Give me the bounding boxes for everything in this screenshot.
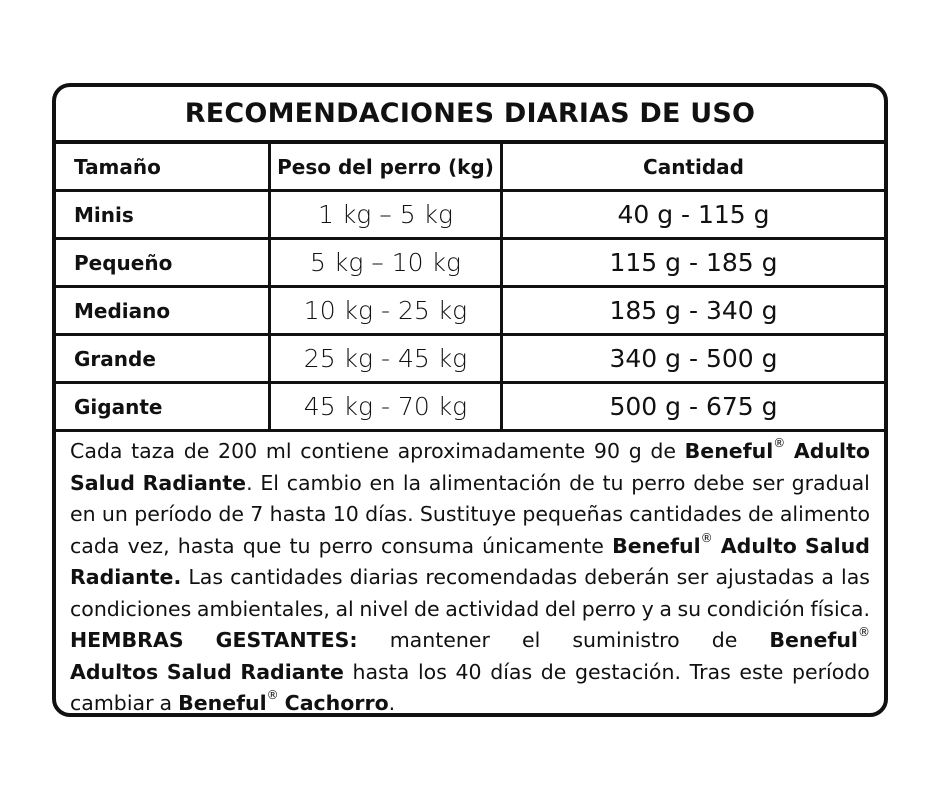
text: de bbox=[650, 439, 676, 463]
text: únicamente bbox=[482, 533, 604, 558]
text: ser bbox=[752, 470, 784, 495]
word bbox=[143, 468, 253, 500]
word bbox=[629, 499, 741, 531]
text: de bbox=[747, 502, 774, 526]
word bbox=[582, 594, 636, 626]
word bbox=[369, 468, 395, 500]
text: 10 bbox=[332, 502, 359, 526]
word bbox=[572, 625, 679, 657]
word bbox=[594, 436, 620, 468]
word bbox=[569, 468, 595, 500]
text: de bbox=[183, 439, 210, 463]
bold-text: Radiante bbox=[240, 659, 344, 684]
text: pequeñas bbox=[522, 502, 623, 526]
table-row bbox=[56, 287, 884, 335]
word bbox=[335, 594, 353, 626]
word bbox=[482, 531, 604, 563]
text: ml bbox=[265, 439, 292, 463]
text: deberán bbox=[584, 565, 670, 589]
word bbox=[629, 436, 642, 468]
word bbox=[70, 625, 184, 657]
amount-cell: 500 g - 675 g bbox=[502, 383, 885, 431]
text: actividad bbox=[445, 596, 540, 621]
word bbox=[70, 688, 154, 717]
size-cell: Grande bbox=[56, 335, 270, 383]
table-title: RECOMENDACIONES DIARIAS DE USO bbox=[56, 87, 884, 144]
text: las bbox=[841, 565, 870, 589]
word bbox=[287, 468, 362, 500]
text: período bbox=[134, 502, 213, 526]
text: 200 bbox=[218, 439, 258, 463]
text: diarias bbox=[349, 565, 419, 589]
text: alimentación bbox=[428, 470, 562, 495]
word bbox=[70, 594, 191, 626]
word bbox=[184, 436, 210, 468]
word bbox=[243, 531, 282, 563]
text: de bbox=[569, 470, 595, 495]
word bbox=[522, 499, 622, 531]
word bbox=[285, 688, 396, 717]
usage-recommendations-card bbox=[52, 83, 888, 717]
word bbox=[178, 531, 235, 563]
text: 90 bbox=[593, 439, 621, 463]
bold-text: Radiante. bbox=[70, 565, 182, 589]
word bbox=[805, 531, 870, 563]
text: del bbox=[544, 596, 577, 621]
word bbox=[131, 436, 175, 468]
text: de bbox=[540, 659, 567, 684]
amount-cell: 185 g - 340 g bbox=[502, 287, 885, 335]
bold-text: Cachorro bbox=[284, 691, 389, 715]
table-row bbox=[56, 383, 884, 431]
text: días. bbox=[365, 502, 414, 526]
text: perro bbox=[318, 533, 373, 558]
word bbox=[490, 657, 532, 689]
weight-cell: 45 kg - 70 kg bbox=[270, 383, 502, 431]
word bbox=[841, 562, 870, 594]
amount-cell: 40 g - 115 g bbox=[502, 191, 885, 239]
word bbox=[102, 499, 128, 531]
word bbox=[429, 468, 562, 500]
word bbox=[792, 657, 870, 689]
word bbox=[381, 531, 474, 563]
word bbox=[693, 468, 744, 500]
word bbox=[712, 625, 738, 657]
text: de bbox=[218, 502, 244, 526]
word bbox=[780, 499, 870, 531]
size-cell: Pequeño bbox=[56, 239, 270, 287]
word bbox=[748, 499, 774, 531]
text: perro bbox=[631, 470, 686, 495]
paragraph-line bbox=[70, 468, 870, 500]
bold-text: Beneful bbox=[612, 533, 701, 558]
word bbox=[218, 499, 244, 531]
weight-cell: 1 kg – 5 kg bbox=[270, 191, 502, 239]
word bbox=[739, 657, 783, 689]
bold-text: Radiante bbox=[142, 470, 247, 495]
word bbox=[197, 594, 330, 626]
word bbox=[70, 436, 122, 468]
bold-text: ® bbox=[700, 530, 713, 545]
word bbox=[250, 499, 263, 531]
word bbox=[612, 531, 713, 563]
word bbox=[134, 499, 212, 531]
bold-text: Adultos bbox=[70, 659, 159, 684]
text: condiciones bbox=[70, 596, 192, 621]
word bbox=[721, 531, 797, 563]
text: a bbox=[659, 596, 672, 621]
text: la bbox=[402, 470, 422, 495]
word bbox=[584, 562, 669, 594]
bold-text: HEMBRAS bbox=[70, 628, 184, 652]
word bbox=[403, 468, 421, 500]
paragraph-line bbox=[70, 531, 870, 563]
bold-text: ® bbox=[773, 436, 786, 450]
word bbox=[545, 594, 576, 626]
text: perro bbox=[581, 596, 636, 621]
text: . bbox=[388, 691, 396, 715]
weight-cell: 10 kg - 25 kg bbox=[270, 287, 502, 335]
word bbox=[70, 499, 96, 531]
word bbox=[792, 468, 870, 500]
word bbox=[70, 468, 135, 500]
word bbox=[333, 499, 359, 531]
word bbox=[810, 594, 870, 626]
header-size: Tamaño bbox=[56, 144, 270, 191]
text: que bbox=[242, 533, 282, 558]
word bbox=[398, 436, 586, 468]
bold-text: Salud bbox=[166, 659, 232, 684]
word bbox=[603, 468, 624, 500]
text: ajustadas bbox=[715, 565, 815, 589]
text: Tras bbox=[689, 659, 731, 684]
text: nivel bbox=[359, 596, 409, 621]
paragraph-line bbox=[70, 657, 870, 689]
word bbox=[575, 657, 681, 689]
bold-text: ® bbox=[266, 688, 279, 702]
word bbox=[425, 562, 577, 594]
word bbox=[414, 594, 440, 626]
text: mantener bbox=[389, 628, 490, 652]
paragraph-line bbox=[70, 688, 870, 717]
weight-cell: 25 kg - 45 kg bbox=[270, 335, 502, 383]
word bbox=[752, 468, 784, 500]
header-amount: Cantidad bbox=[502, 144, 885, 191]
text: taza bbox=[131, 439, 176, 463]
size-cell: Minis bbox=[56, 191, 270, 239]
text: suministro bbox=[572, 628, 680, 652]
word bbox=[677, 594, 701, 626]
word bbox=[420, 499, 516, 531]
text: Las bbox=[188, 565, 224, 589]
word bbox=[715, 562, 814, 594]
text: ambientales, bbox=[196, 596, 330, 621]
bold-text: ® bbox=[857, 625, 870, 639]
text: hasta bbox=[177, 533, 235, 558]
word bbox=[418, 657, 447, 689]
word bbox=[365, 499, 413, 531]
bold-text: Adulto bbox=[793, 439, 870, 463]
table-header-row bbox=[56, 144, 884, 191]
amount-cell: 115 g - 185 g bbox=[502, 239, 885, 287]
text: Sustituye bbox=[419, 502, 517, 526]
paragraph-line bbox=[70, 499, 870, 531]
word bbox=[522, 625, 540, 657]
paragraph-line bbox=[70, 436, 870, 468]
word bbox=[270, 499, 327, 531]
text: de bbox=[414, 596, 440, 621]
text: contiene bbox=[300, 439, 389, 463]
text: vez, bbox=[127, 533, 170, 558]
word bbox=[70, 657, 158, 689]
text: debe bbox=[693, 470, 745, 495]
word bbox=[650, 436, 676, 468]
word bbox=[178, 688, 279, 717]
text: un bbox=[101, 502, 128, 526]
paragraph-line bbox=[70, 562, 870, 594]
table-row bbox=[56, 239, 884, 287]
text: los bbox=[417, 659, 447, 684]
text: Cada bbox=[70, 439, 123, 463]
word bbox=[821, 562, 834, 594]
word bbox=[794, 436, 870, 468]
text: de bbox=[711, 628, 738, 652]
text: alimento bbox=[779, 502, 870, 526]
word bbox=[541, 657, 567, 689]
word bbox=[685, 436, 786, 468]
text: El bbox=[260, 470, 279, 495]
text: cantidades bbox=[230, 565, 343, 589]
word bbox=[319, 531, 373, 563]
word bbox=[167, 657, 232, 689]
text: período bbox=[792, 659, 870, 684]
text: . bbox=[246, 470, 253, 495]
text: cantidades bbox=[629, 502, 742, 526]
bold-text: Beneful bbox=[769, 628, 858, 652]
size-cell: Gigante bbox=[56, 383, 270, 431]
text: a bbox=[821, 565, 834, 589]
dosage-table bbox=[56, 144, 884, 432]
text: cambio bbox=[286, 470, 362, 495]
bold-text: Adulto bbox=[720, 533, 797, 558]
word bbox=[240, 657, 343, 689]
bold-text: Beneful bbox=[684, 439, 774, 463]
word bbox=[70, 531, 119, 563]
word bbox=[659, 594, 672, 626]
text: gradual bbox=[791, 470, 870, 495]
word bbox=[218, 436, 257, 468]
text: en bbox=[70, 502, 96, 526]
table-row bbox=[56, 191, 884, 239]
text: días bbox=[490, 659, 533, 684]
word bbox=[266, 436, 292, 468]
feeding-instructions bbox=[56, 432, 884, 717]
word bbox=[769, 625, 870, 657]
text: hasta bbox=[352, 659, 410, 684]
text: al bbox=[335, 596, 354, 621]
text: condición bbox=[706, 596, 805, 621]
word bbox=[216, 625, 358, 657]
bold-text: Beneful bbox=[178, 691, 267, 715]
text: física. bbox=[810, 596, 870, 621]
word bbox=[642, 594, 654, 626]
word bbox=[289, 531, 310, 563]
word bbox=[70, 562, 181, 594]
table-row bbox=[56, 335, 884, 383]
text: este bbox=[739, 659, 784, 684]
paragraph-line bbox=[70, 625, 870, 657]
weight-cell: 5 kg – 10 kg bbox=[270, 239, 502, 287]
word bbox=[128, 531, 170, 563]
word bbox=[230, 562, 342, 594]
word bbox=[160, 688, 173, 717]
word bbox=[631, 468, 685, 500]
word bbox=[188, 562, 223, 594]
word bbox=[260, 468, 279, 500]
text: a bbox=[159, 691, 173, 715]
text: consuma bbox=[381, 533, 475, 558]
text: cambiar bbox=[70, 691, 154, 715]
word bbox=[707, 594, 805, 626]
text: hasta bbox=[269, 502, 327, 526]
bold-text: Salud bbox=[70, 470, 135, 495]
word bbox=[350, 562, 419, 594]
word bbox=[677, 562, 709, 594]
word bbox=[390, 625, 490, 657]
text: y bbox=[641, 596, 654, 621]
text: tu bbox=[289, 533, 311, 558]
text: su bbox=[677, 596, 702, 621]
text: g bbox=[628, 439, 642, 463]
text: tu bbox=[602, 470, 624, 495]
size-cell: Mediano bbox=[56, 287, 270, 335]
word bbox=[690, 657, 731, 689]
bold-text: Salud bbox=[804, 533, 870, 558]
word bbox=[359, 594, 408, 626]
paragraph-line bbox=[70, 594, 870, 626]
word bbox=[445, 594, 539, 626]
amount-cell: 340 g - 500 g bbox=[502, 335, 885, 383]
text: 7 bbox=[250, 502, 264, 526]
text: aproximadamente bbox=[397, 439, 586, 463]
bold-text: GESTANTES: bbox=[215, 628, 358, 652]
header-weight: Peso del perro (kg) bbox=[270, 144, 502, 191]
word bbox=[300, 436, 389, 468]
text: ser bbox=[676, 565, 709, 589]
text: 40 bbox=[455, 659, 482, 684]
text: el bbox=[521, 628, 541, 652]
text: en bbox=[369, 470, 396, 495]
word bbox=[456, 657, 482, 689]
text: gestación. bbox=[575, 659, 681, 684]
text: recomendadas bbox=[425, 565, 578, 589]
word bbox=[352, 657, 409, 689]
text: cada bbox=[70, 533, 120, 558]
